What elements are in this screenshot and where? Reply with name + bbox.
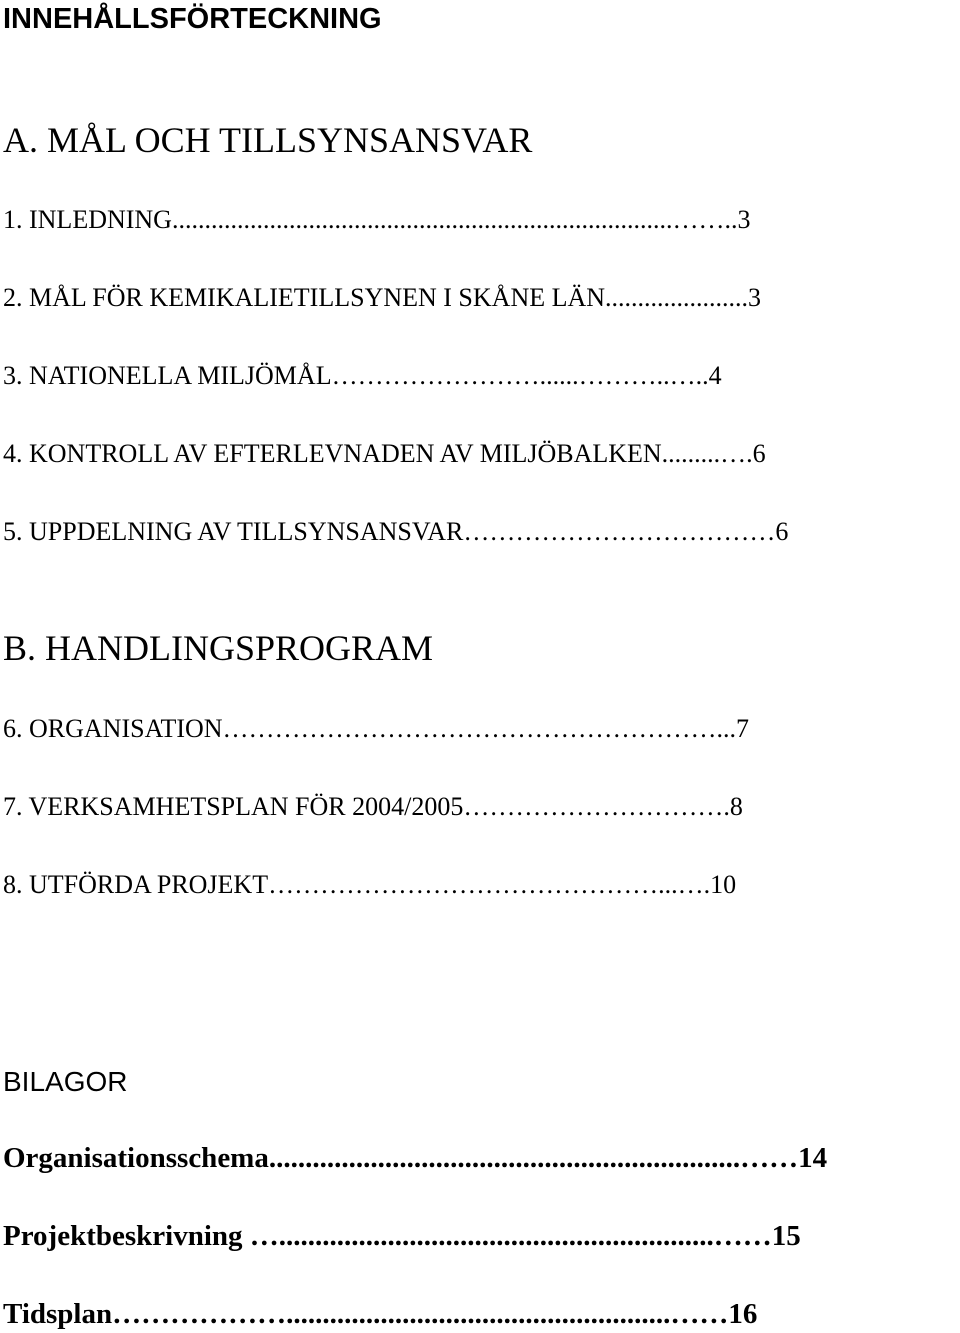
appendix-entry-projektbeskrivning: Projektbeskrivning …............................................................……15 xyxy=(3,1220,801,1252)
toc-entry-inledning: 1. INLEDNING.............................................................................……..3 xyxy=(3,205,751,234)
toc-entry-kontroll-miljobalken: 4. KONTROLL AV EFTERLEVNADEN AV MILJÖBALKEN.........….6 xyxy=(3,439,766,468)
appendix-entry-organisationsschema: Organisationsschema.................................................................……14 xyxy=(3,1142,828,1174)
toc-entry-nationella-miljomal: 3. NATIONELLA MILJÖMÅL……………………......………..…..4 xyxy=(3,361,722,390)
toc-entry-verksamhetsplan: 7. VERKSAMHETSPLAN FÖR 2004/2005………………………….8 xyxy=(3,792,743,821)
toc-entry-organisation: 6. ORGANISATION…………………………………………………...7 xyxy=(3,714,750,743)
toc-entry-utforda-projekt: 8. UTFÖRDA PROJEKT………………………………………...….10 xyxy=(3,870,737,899)
section-b-title: B. HANDLINGSPROGRAM xyxy=(3,628,434,668)
toc-entry-mal-kemikalietillsynen: 2. MÅL FÖR KEMIKALIETILLSYNEN I SKÅNE LÄN......................3 xyxy=(3,283,762,312)
appendix-heading: BILAGOR xyxy=(3,1066,128,1097)
section-a-title: A. MÅL OCH TILLSYNSANSVAR xyxy=(3,120,533,160)
appendix-entry-tidsplan: Tidsplan……………….....................................................……16 xyxy=(3,1298,758,1330)
toc-entry-uppdelning-tillsynsansvar: 5. UPPDELNING AV TILLSYNSANSVAR………………………………6 xyxy=(3,517,789,546)
toc-heading: INNEHÅLLSFÖRTECKNING xyxy=(3,3,382,35)
